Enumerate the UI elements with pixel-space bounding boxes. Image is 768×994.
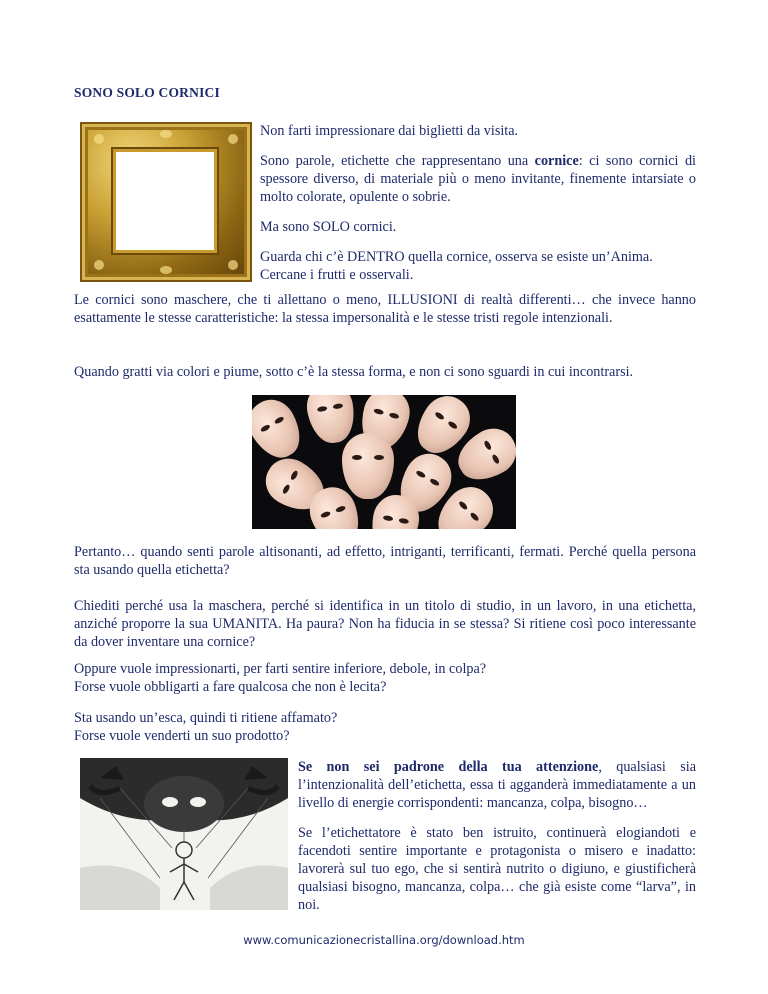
document-title: SONO SOLO CORNICI <box>74 85 220 100</box>
footer-url: www.comunicazionecristallina.org/download.htm <box>243 933 525 947</box>
body-paragraph-3: Pertanto… quando senti parole altisonanti, ad effetto, intriganti, terrificanti, fermati. Perché quella persona sta usando quella etichetta? <box>74 544 696 578</box>
body-paragraph-5 <box>74 660 696 696</box>
body-paragraph-6 <box>74 709 696 745</box>
body-line-5a: Oppure vuole impressionarti, per farti sentire inferiore, debole, in colpa? <box>74 661 487 677</box>
puppet-illustration <box>80 758 288 910</box>
side-paragraph-1: Se non sei padrone della tua attenzione, qualsiasi sia l’intenzionalità dell’etichetta, essa ti agganderà immediatamente a un livello di energie corrispondenti: mancanza, colpa, bisogno… <box>298 759 696 811</box>
intro-paragraph-1: Non farti impressionare dai biglietti da visita. <box>260 123 519 139</box>
intro-block <box>260 122 696 284</box>
puppet-drawing <box>80 758 288 910</box>
intro-paragraph-4: Guarda chi c’è DENTRO quella cornice, osserva se esiste un’Anima. Cercane i frutti e osservali. <box>260 249 653 283</box>
body-paragraph-2: Quando gratti via colori e piume, sotto c’è la stessa forma, e non ci sono sguardi in cui incontrarsi. <box>74 364 634 380</box>
body-paragraph-1: Le cornici sono maschere, che ti allettano o meno, ILLUSIONI di realtà differenti… che invece hanno esattamente le stesse caratteristiche: la stessa impersonalità e le stesse tristi regole intenzionali. <box>74 292 696 326</box>
gold-frame-image <box>80 122 252 282</box>
masks-image <box>252 395 516 529</box>
body-line-5b: Forse vuole obbligarti a fare qualcosa che non è lecita? <box>74 679 387 695</box>
intro-paragraph-3: Ma sono SOLO cornici. <box>260 219 397 235</box>
side-paragraph-2: Se l’etichettatore è stato ben istruito, continuerà elogiandoti e facendoti sentire importante e protagonista o misero e inadatto: lavorerà sul tuo ego, che si sentirà nutrito o digiuno, e giustificherà qualsiasi bisogno, mancanza, colpa… che già esiste come “larva”, in noi. <box>298 825 696 913</box>
side-text-block <box>298 758 696 914</box>
body-line-6b: Forse vuole venderti un suo prodotto? <box>74 728 290 744</box>
body-paragraph-4: Chiediti perché usa la maschera, perché si identifica in un titolo di studio, in un lavoro, in una etichetta, anziché proporre la sua UMANITA. Ha paura? Non ha fiducia in se stessa? Si ritiene così poco interessante da dover inventare una cornice? <box>74 598 696 650</box>
intro-paragraph-2: Sono parole, etichette che rappresentano una cornice: ci sono cornici di spessore diverso, di materiale più o meno invitante, finemente intarsiate o molto colorate, opulente o sobrie. <box>260 153 696 205</box>
body-line-6a: Sta usando un’esca, quindi ti ritiene affamato? <box>74 710 338 726</box>
